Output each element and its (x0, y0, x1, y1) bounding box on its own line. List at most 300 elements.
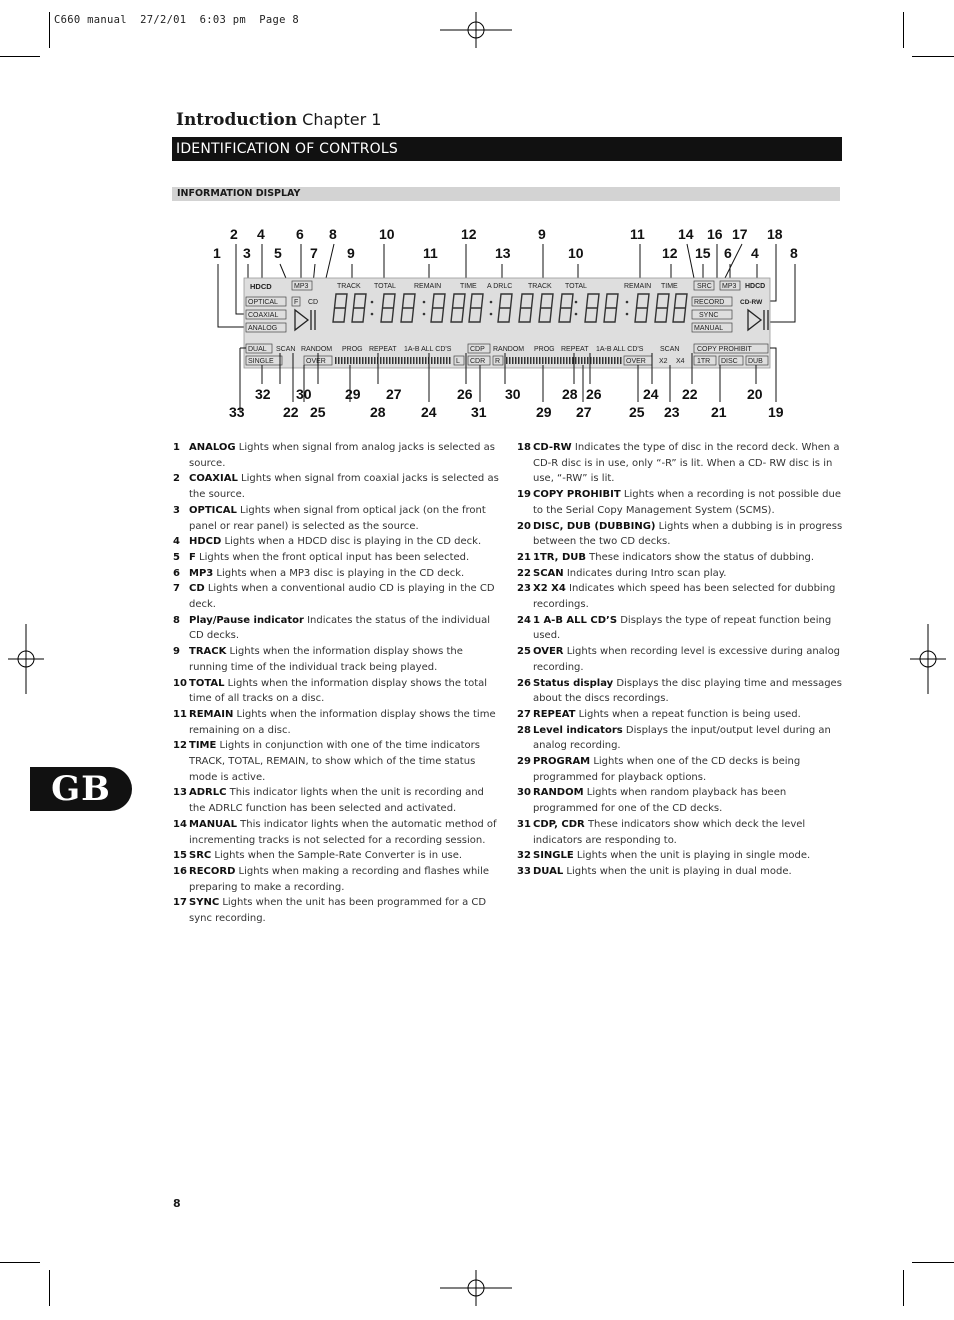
item-number: 31 (517, 818, 531, 830)
list-item (517, 440, 847, 487)
hdcd-label: HDCD (250, 282, 272, 291)
over-label: OVER (306, 358, 326, 365)
level-bar (431, 357, 433, 364)
level-bar (617, 357, 619, 364)
callout: 10 (379, 226, 395, 242)
callouts-bottom-row2 (229, 404, 784, 420)
list-item (173, 676, 503, 707)
level-bar (536, 357, 538, 364)
list-item (517, 550, 847, 566)
item-term: ADRLC (189, 787, 227, 799)
callout: 9 (347, 245, 355, 261)
level-bar (542, 357, 544, 364)
prog-label: PROG (342, 346, 363, 353)
item-number: 20 (517, 520, 531, 532)
level-bar (515, 357, 517, 364)
level-bar (365, 357, 367, 364)
item-text: Lights when a dubbing is in progress between the two CD decks. (533, 520, 843, 548)
list-item (173, 471, 503, 502)
list-item (173, 785, 503, 816)
subsection-title: INFORMATION DISPLAY (172, 187, 840, 201)
list-item (517, 644, 847, 675)
cd-label: CD (308, 299, 319, 306)
item-description (533, 754, 847, 785)
item-term: Play/Pause indicator (189, 614, 304, 626)
total-label-2: TOTAL (565, 283, 587, 290)
callout: 29 (536, 404, 552, 420)
information-display-diagram (200, 222, 820, 427)
item-description (189, 613, 503, 644)
list-item (517, 754, 847, 785)
level-bar (449, 357, 451, 364)
item-term: X2 X4 (533, 583, 566, 595)
callout: 27 (386, 386, 402, 402)
chapter-heading (176, 110, 381, 130)
colon-dot (575, 313, 578, 316)
src-label: SRC (697, 283, 712, 290)
level-bar (368, 357, 370, 364)
level-bar (383, 357, 385, 364)
item-term: PROGRAM (533, 756, 591, 768)
item-term: 1 A-B ALL CD’S (533, 614, 618, 626)
item-description (189, 471, 503, 502)
over-label-2: OVER (626, 358, 646, 365)
registration-mark-left (8, 624, 44, 694)
item-description (533, 676, 847, 707)
item-text: Lights when a conventional audio CD is playing in the CD deck. (189, 583, 495, 611)
list-item (517, 785, 847, 816)
chapter-title-bold: Introduction (176, 110, 298, 130)
single-label: SINGLE (248, 358, 274, 365)
callout: 4 (751, 245, 759, 261)
level-bar (608, 357, 610, 364)
level-bar (533, 357, 535, 364)
list-item (173, 864, 503, 895)
callout: 11 (423, 245, 438, 261)
list-item (173, 848, 503, 864)
level-bar (584, 357, 586, 364)
x2-label: X2 (659, 358, 668, 365)
item-description (189, 440, 503, 471)
copy-prohibit-label: COPY PROHIBIT (697, 346, 752, 353)
callout: 32 (255, 386, 271, 402)
item-description (533, 817, 847, 848)
item-term: SCAN (533, 567, 564, 579)
list-item (173, 644, 503, 675)
lcd-top-labels (337, 283, 678, 290)
item-number: 9 (173, 646, 180, 658)
list-item (173, 566, 503, 582)
x4-label: X4 (676, 358, 685, 365)
item-number: 8 (173, 614, 180, 626)
item-text: Lights when recording level is excessive during analog recording. (533, 646, 841, 673)
level-bar (581, 357, 583, 364)
item-text: Lights when a MP3 disc is playing in the CD deck. (213, 567, 465, 579)
callout: 31 (471, 404, 487, 420)
colon-dot (626, 301, 629, 304)
list-item (517, 848, 847, 864)
item-description (533, 723, 847, 754)
list-item (517, 581, 847, 612)
item-number: 33 (517, 865, 531, 877)
random-label-2: RANDOM (493, 346, 525, 353)
level-bar (620, 357, 622, 364)
list-item (173, 738, 503, 785)
item-text: Lights when the information display shows the time remaining on a disc. (189, 708, 496, 736)
print-slug: C660 manual 27/2/01 6:03 pm Page 8 (54, 14, 299, 26)
level-bar (563, 357, 565, 364)
item-description (189, 644, 503, 675)
item-term: OPTICAL (189, 504, 237, 516)
callout: 21 (711, 404, 727, 420)
callout: 28 (370, 404, 386, 420)
item-description (189, 895, 503, 926)
registration-mark-top (440, 12, 512, 48)
item-number: 5 (173, 551, 180, 563)
registration-mark-right (910, 624, 946, 694)
list-item (173, 895, 503, 926)
lcd-panel (244, 278, 770, 368)
level-bar (593, 357, 595, 364)
mp3-label-right: MP3 (722, 283, 737, 290)
level-bar (578, 357, 580, 364)
callout: 17 (732, 226, 748, 242)
level-bar (374, 357, 376, 364)
callout: 22 (283, 404, 299, 420)
item-text: Lights when the information display shows the running time of the individual track being played. (189, 646, 463, 673)
item-text: Lights when one of the CD decks is being programmed for playback options. (533, 756, 801, 783)
item-term: MANUAL (189, 818, 237, 830)
colon-dot (371, 301, 374, 304)
list-item (173, 440, 503, 471)
item-term: OVER (533, 646, 564, 658)
list-item (517, 723, 847, 754)
colon-dot (423, 313, 426, 316)
repeat-label-2: REPEAT (561, 346, 589, 353)
callout: 22 (682, 386, 698, 402)
item-term: CD (189, 583, 205, 595)
level-bar (521, 357, 523, 364)
f-label: F (294, 299, 299, 306)
item-text: Displays the type of repeat function being used. (533, 614, 832, 642)
item-text: This indicator lights when the unit is recording and the ADRLC function has been selected and activated. (189, 787, 484, 815)
item-description (533, 785, 847, 816)
dual-label: DUAL (248, 346, 267, 353)
cdr-label: CDR (470, 358, 486, 365)
repeat-mode-label-2: 1A-B ALL CD'S (596, 346, 644, 353)
callout: 18 (767, 226, 783, 242)
callout: 29 (345, 386, 361, 402)
item-term: DUAL (533, 865, 564, 877)
item-description (533, 487, 847, 518)
item-number: 7 (173, 583, 180, 595)
item-number: 1 (173, 442, 180, 453)
item-term: COAXIAL (189, 473, 238, 485)
callouts-top-row1 (230, 226, 783, 242)
level-bar (347, 357, 349, 364)
language-tab: GB (30, 767, 132, 811)
item-number: 32 (517, 850, 531, 862)
item-term: SRC (189, 850, 212, 862)
callouts-bottom-row1 (255, 386, 763, 402)
sync-label: SYNC (699, 312, 719, 319)
remain-label-2: REMAIN (624, 283, 652, 290)
list-item (173, 503, 503, 534)
callout: 12 (461, 226, 477, 242)
item-description (189, 817, 503, 848)
item-text: Indicates the type of disc in the record deck. When a CD-R disc is in use, only “-R” is lit. When a CD- RW disc is in use, “-RW” is lit. (533, 442, 840, 485)
item-description (533, 581, 847, 612)
level-bar (557, 357, 559, 364)
item-term: TRACK (189, 646, 227, 658)
item-term: CD-RW (533, 442, 572, 453)
list-item (517, 707, 847, 723)
item-text: Lights when the unit is playing in dual mode. (563, 865, 792, 877)
level-bar (506, 357, 508, 364)
level-bar (545, 357, 547, 364)
item-term: MP3 (189, 567, 214, 579)
item-description (189, 785, 503, 816)
item-text: Lights when a HDCD disc is playing in the CD deck. (221, 536, 482, 548)
controls-list-right (517, 440, 847, 880)
item-term: TOTAL (189, 677, 225, 689)
level-bar (572, 357, 574, 364)
item-term: SYNC (189, 897, 220, 909)
prog-label-2: PROG (534, 346, 555, 353)
item-number: 17 (173, 897, 187, 909)
item-description (533, 519, 847, 550)
level-bar (509, 357, 511, 364)
level-bar (554, 357, 556, 364)
colon-dot (490, 313, 493, 316)
item-description (189, 550, 503, 566)
item-text: Indicates during Intro scan play. (563, 567, 727, 579)
level-bar (341, 357, 343, 364)
callout: 26 (457, 386, 473, 402)
list-item (173, 550, 503, 566)
list-item (517, 519, 847, 550)
item-text: Lights when the unit has been programmed for a CD sync recording. (189, 897, 487, 925)
item-text: Indicates which speed has been selected for dubbing recordings. (533, 583, 836, 611)
scan-label: SCAN (276, 346, 296, 353)
item-number: 28 (517, 724, 531, 736)
level-l-label: L (456, 358, 460, 365)
item-text: These indicators show which deck the level indicators are responding to. (533, 818, 806, 846)
colon-dot (423, 301, 426, 304)
time-label-2: TIME (661, 283, 678, 290)
level-bar (512, 357, 514, 364)
item-text: Lights when the unit is playing in single mode. (573, 850, 811, 862)
item-text: Displays the input/output level during an analog recording. (533, 724, 831, 752)
callout: 33 (229, 404, 245, 420)
list-item (173, 613, 503, 644)
list-item (517, 817, 847, 848)
disc-label: DISC (721, 358, 738, 365)
analog-label: ANALOG (248, 325, 278, 332)
level-bar (437, 357, 439, 364)
level-bar (398, 357, 400, 364)
remain-label: REMAIN (414, 283, 442, 290)
callout: 14 (678, 226, 694, 242)
callout: 8 (329, 226, 337, 242)
item-text: These indicators show the status of dubbing. (586, 551, 815, 563)
item-term: TIME (189, 740, 217, 752)
level-bar (548, 357, 550, 364)
item-number: 12 (173, 740, 187, 752)
item-description (533, 707, 847, 723)
callout: 5 (274, 245, 282, 261)
item-text: Lights when the front optical input has been selected. (195, 551, 470, 563)
callout: 2 (230, 226, 238, 242)
list-item (173, 581, 503, 612)
item-text: Lights when signal from optical jack (on the front panel or rear panel) is selected as the source. (189, 504, 486, 532)
callout: 3 (243, 245, 251, 261)
optical-label: OPTICAL (248, 299, 278, 306)
repeat-mode-label: 1A-B ALL CD'S (404, 346, 452, 353)
item-text: Lights in conjunction with one of the time indicators TRACK, TOTAL, REMAIN, to show which of the time status mode is active. (189, 740, 480, 783)
level-bar (419, 357, 421, 364)
registration-mark-bottom (440, 1270, 512, 1306)
item-number: 6 (173, 567, 180, 579)
coaxial-label: COAXIAL (248, 312, 279, 319)
callout: 4 (257, 226, 265, 242)
item-term: RANDOM (533, 787, 584, 799)
callout: 15 (695, 245, 711, 261)
item-description (189, 566, 503, 582)
level-bar (440, 357, 442, 364)
callout: 24 (421, 404, 437, 420)
level-bar (425, 357, 427, 364)
level-bar (539, 357, 541, 364)
item-number: 30 (517, 787, 531, 799)
item-term: ANALOG (189, 442, 236, 453)
item-text: Lights when making a recording and flashes while preparing to make a recording. (189, 865, 490, 893)
item-number: 19 (517, 489, 531, 501)
level-bar (443, 357, 445, 364)
total-label: TOTAL (374, 283, 396, 290)
section-title: IDENTIFICATION OF CONTROLS (172, 137, 842, 161)
list-item (517, 864, 847, 880)
item-number: 4 (173, 536, 180, 548)
callout: 8 (790, 245, 798, 261)
level-bar (380, 357, 382, 364)
item-description (533, 566, 847, 582)
level-bar (530, 357, 532, 364)
item-number: 21 (517, 551, 531, 563)
item-number: 14 (173, 818, 187, 830)
level-bar (524, 357, 526, 364)
item-term: DISC, DUB (DUBBING) (533, 520, 656, 532)
controls-list-left (173, 440, 503, 927)
callout: 11 (630, 226, 645, 242)
cd-rw-label: CD-RW (740, 299, 763, 306)
level-bar (599, 357, 601, 364)
item-description (533, 644, 847, 675)
mp3-label: MP3 (294, 283, 309, 290)
level-bar (401, 357, 403, 364)
level-bar (392, 357, 394, 364)
repeat-label: REPEAT (369, 346, 397, 353)
item-description (189, 581, 503, 612)
list-item (517, 676, 847, 707)
colon-dot (626, 313, 629, 316)
time-label: TIME (460, 283, 477, 290)
level-bar (395, 357, 397, 364)
level-bar (569, 357, 571, 364)
level-bar (422, 357, 424, 364)
level-bar (596, 357, 598, 364)
callout: 24 (643, 386, 659, 402)
level-bar (551, 357, 553, 364)
list-item (517, 487, 847, 518)
callout: 16 (707, 226, 723, 242)
item-number: 24 (517, 614, 531, 626)
level-bar (344, 357, 346, 364)
list-item (517, 613, 847, 644)
level-bar (434, 357, 436, 364)
list-item (173, 707, 503, 738)
item-number: 10 (173, 677, 187, 689)
callout: 9 (538, 226, 546, 242)
level-bar (605, 357, 607, 364)
item-number: 29 (517, 756, 531, 768)
item-number: 27 (517, 708, 531, 720)
item-description (533, 848, 847, 864)
item-number: 26 (517, 677, 531, 689)
item-term: HDCD (189, 536, 222, 548)
item-number: 23 (517, 583, 531, 595)
item-text: Lights when a repeat function is being used. (575, 708, 801, 720)
level-bar (416, 357, 418, 364)
item-term: F (189, 551, 196, 563)
item-term: Level indicators (533, 724, 623, 736)
callout: 28 (562, 386, 578, 402)
callout: 25 (629, 404, 645, 420)
callout: 6 (724, 245, 732, 261)
item-description (189, 534, 503, 550)
list-item (173, 534, 503, 550)
callout: 1 (213, 245, 221, 261)
colon-dot (490, 301, 493, 304)
item-term: SINGLE (533, 850, 574, 862)
level-bar (350, 357, 352, 364)
level-bar (446, 357, 448, 364)
level-bar (527, 357, 529, 364)
chapter-title-rest: Chapter 1 (302, 110, 382, 129)
level-bar (518, 357, 520, 364)
level-bar (371, 357, 373, 364)
item-description (533, 550, 847, 566)
item-description (189, 503, 503, 534)
item-description (533, 440, 847, 487)
adrlc-label: A DRLC (487, 283, 513, 290)
item-description (189, 707, 503, 738)
callout: 10 (568, 245, 584, 261)
level-bar (566, 357, 568, 364)
item-number: 15 (173, 850, 187, 862)
item-number: 2 (173, 473, 180, 485)
item-number: 3 (173, 504, 180, 516)
level-bar (575, 357, 577, 364)
callout: 23 (664, 404, 680, 420)
scan-label-2: SCAN (660, 346, 680, 353)
random-label: RANDOM (301, 346, 333, 353)
level-r-label: R (495, 358, 501, 365)
level-bar (389, 357, 391, 364)
level-bar (359, 357, 361, 364)
item-term: CDP, CDR (533, 818, 585, 830)
track-label: TRACK (337, 283, 361, 290)
